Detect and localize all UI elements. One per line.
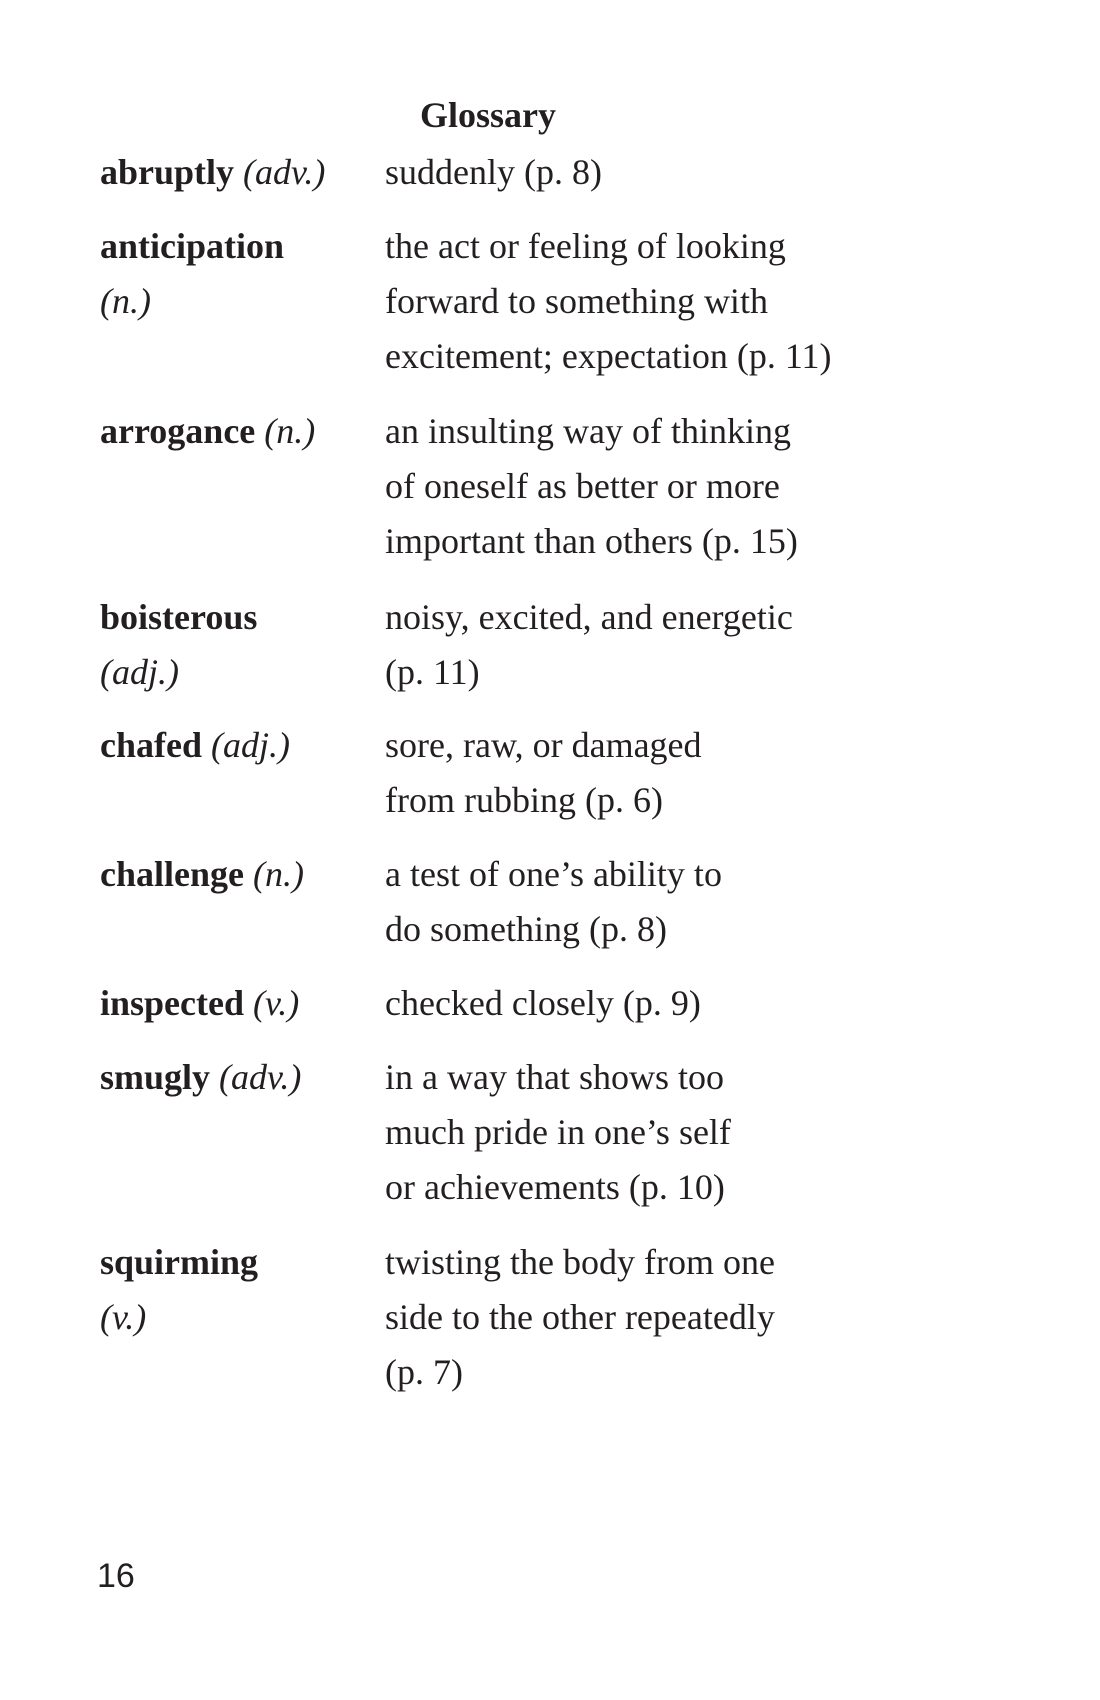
definition-line: suddenly (p. 8)	[385, 152, 602, 192]
term-word: smugly	[100, 1057, 211, 1097]
glossary-definition	[385, 1235, 945, 1400]
definition-line: an insulting way of thinking	[385, 411, 791, 451]
page-number: 16	[97, 1557, 135, 1595]
glossary-term	[100, 847, 370, 902]
definition-line: sore, raw, or damaged	[385, 725, 702, 765]
definition-line: the act or feeling of looking	[385, 226, 786, 266]
term-word: abruptly	[100, 152, 235, 192]
glossary-term	[100, 976, 370, 1031]
definition-line: twisting the body from one	[385, 1242, 775, 1282]
term-part-of-speech: (adj.)	[211, 725, 290, 765]
glossary-definition	[385, 590, 945, 700]
term-word: inspected	[100, 983, 244, 1023]
term-part-of-speech: (v.)	[100, 1297, 147, 1337]
page-title: Glossary	[420, 95, 557, 135]
glossary-term	[100, 718, 370, 773]
definition-line: of oneself as better or more	[385, 466, 780, 506]
term-word: arrogance	[100, 411, 256, 451]
glossary-term	[100, 1235, 370, 1345]
definition-line: much pride in one’s self	[385, 1112, 731, 1152]
term-word: boisterous	[100, 597, 258, 637]
glossary-definition	[385, 145, 945, 200]
term-part-of-speech: (adj.)	[100, 652, 179, 692]
definition-line: side to the other repeatedly	[385, 1297, 775, 1337]
definition-line: forward to something with	[385, 281, 768, 321]
definition-line: (p. 7)	[385, 1352, 463, 1392]
glossary-term	[100, 1050, 370, 1105]
term-word: chafed	[100, 725, 202, 765]
definition-line: noisy, excited, and energetic	[385, 597, 793, 637]
term-word: challenge	[100, 854, 244, 894]
glossary-definition	[385, 847, 945, 957]
term-part-of-speech: (n.)	[100, 281, 151, 321]
definition-line: important than others (p. 15)	[385, 521, 798, 561]
glossary-term	[100, 219, 370, 329]
glossary-term	[100, 590, 370, 700]
definition-line: from rubbing (p. 6)	[385, 780, 663, 820]
glossary-definition	[385, 976, 945, 1031]
definition-line: do something (p. 8)	[385, 909, 667, 949]
term-word: squirming	[100, 1242, 259, 1282]
term-part-of-speech: (n.)	[252, 854, 304, 894]
term-part-of-speech: (v.)	[253, 983, 300, 1023]
term-part-of-speech: (n.)	[264, 411, 316, 451]
definition-line: excitement; expectation (p. 11)	[385, 336, 832, 376]
glossary-definition	[385, 219, 945, 384]
glossary-definition	[385, 1050, 945, 1215]
term-word: anticipation	[100, 226, 285, 266]
glossary-definition	[385, 404, 945, 569]
glossary-term	[100, 145, 370, 200]
glossary-definition	[385, 718, 945, 828]
definition-line: in a way that shows too	[385, 1057, 724, 1097]
glossary-term	[100, 404, 370, 459]
definition-line: a test of one’s ability to	[385, 854, 722, 894]
definition-line: or achievements (p. 10)	[385, 1167, 725, 1207]
definition-line: (p. 11)	[385, 652, 480, 692]
term-part-of-speech: (adv.)	[219, 1057, 302, 1097]
definition-line: checked closely (p. 9)	[385, 983, 701, 1023]
term-part-of-speech: (adv.)	[243, 152, 326, 192]
